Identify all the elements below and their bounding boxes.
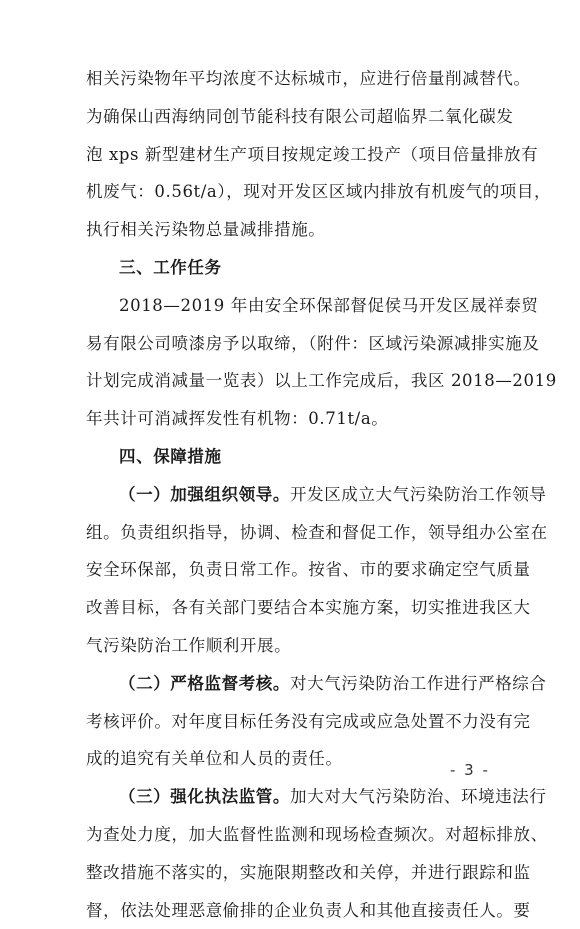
paragraph-line: 机废气：0.56t/a），现对开发区区域内排放有机废气的项目， xyxy=(86,182,552,202)
measure-1-title: （一）加强组织领导。 xyxy=(119,484,290,504)
paragraph-line: 督，依法处理恶意偷排的企业负责人和其他直接责任人。要 xyxy=(86,900,531,920)
paragraph-line: 为确保山西海纳同创节能科技有限公司超临界二氧化碳发 xyxy=(86,106,514,126)
paragraph-line: 改善目标，各有关部门要结合本实施方案，切实推进我区大 xyxy=(86,598,531,618)
measure-1-text: 开发区成立大气污染防治工作领导 xyxy=(290,484,547,504)
section-heading-tasks: 三、工作任务 xyxy=(119,257,222,277)
page-number: - 3 - xyxy=(450,761,490,779)
measure-3-title: （三）强化执法监管。 xyxy=(119,787,290,807)
paragraph-line: 相关污染物年平均浓度不达标城市，应进行倍量削减替代。 xyxy=(86,69,531,88)
section-heading-measures: 四、保障措施 xyxy=(119,446,222,466)
measure-2-text: 对大气污染防治工作进行严格综合 xyxy=(290,673,547,693)
paragraph-line: 年共计可消减挥发性有机物：0.71t/a。 xyxy=(86,409,389,429)
paragraph-line: 组。负责组织指导，协调、检查和督促工作，领导组办公室在 xyxy=(86,522,548,542)
paragraph-line: 泡 xps 新型建材生产项目按规定竣工投产（项目倍量排放有 xyxy=(86,144,539,164)
measure-1-first-line xyxy=(86,476,547,514)
paragraph-line: 考核评价。对年度目标任务没有完成或应急处置不力没有完 xyxy=(86,711,531,731)
paragraph-line: 执行相关污染物总量减排措施。 xyxy=(86,220,326,240)
document-body xyxy=(86,60,557,929)
measure-2-first-line xyxy=(86,665,547,703)
paragraph-line: 气污染防治工作顺利开展。 xyxy=(86,635,292,655)
paragraph-line: 整改措施不落实的，实施限期整改和关停，并进行跟踪和监 xyxy=(86,862,531,882)
measure-2-title: （二）严格监督考核。 xyxy=(119,673,290,693)
paragraph-line: 成的追究有关单位和人员的责任。 xyxy=(86,749,343,769)
paragraph-line: 2018—2019 年由安全环保部督促侯马开发区晟祥泰贸 xyxy=(119,295,539,315)
measure-3-first-line xyxy=(86,778,547,816)
paragraph-line: 安全环保部，负责日常工作。按省、市的要求确定空气质量 xyxy=(86,560,531,580)
paragraph-line: 计划完成消减量一览表）以上工作完成后，我区 2018—2019 xyxy=(86,371,557,391)
paragraph-line: 易有限公司喷漆房予以取缔，（附件：区域污染源减排实施及 xyxy=(86,333,540,353)
measure-3-text: 加大对大气污染防治、环境违法行 xyxy=(290,787,547,807)
paragraph-line: 为查处力度，加大监督性监测和现场检查频次。对超标排放、 xyxy=(86,824,548,844)
